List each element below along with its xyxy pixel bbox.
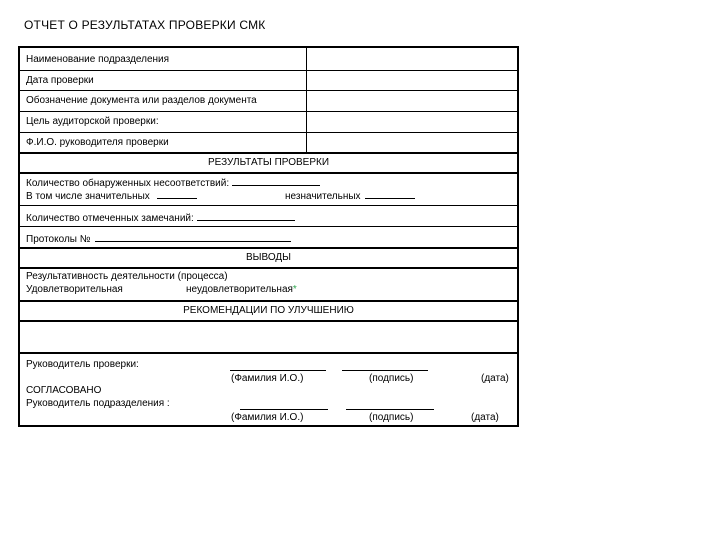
significant-blank[interactable] bbox=[157, 189, 197, 199]
document-title: ОТЧЕТ О РЕЗУЛЬТАТАХ ПРОВЕРКИ СМК bbox=[24, 18, 266, 32]
row-label-department: Наименование подразделения bbox=[26, 54, 170, 65]
row-divider bbox=[20, 70, 517, 71]
conclusions-heading: ВЫВОДЫ bbox=[245, 252, 292, 263]
section-divider bbox=[20, 247, 517, 249]
dept-head-name-caption: (Фамилия И.О.) bbox=[231, 412, 304, 423]
dept-head-label: Руководитель подразделения : bbox=[26, 398, 170, 409]
auditor-date-caption: (дата) bbox=[481, 373, 509, 384]
nonconformities-line bbox=[26, 176, 320, 190]
section-divider bbox=[20, 267, 517, 269]
row-divider bbox=[20, 90, 517, 91]
remarks-label: Количество отмеченных замечаний: bbox=[26, 213, 194, 224]
dept-head-signature-line[interactable] bbox=[346, 409, 434, 410]
auditor-signature-line[interactable] bbox=[342, 370, 428, 371]
protocols-label: Протоколы № bbox=[26, 234, 91, 245]
remarks-line bbox=[26, 211, 295, 225]
row-divider bbox=[20, 111, 517, 112]
nonconformities-blank[interactable] bbox=[232, 176, 320, 186]
row-label-check-date: Дата проверки bbox=[26, 75, 94, 86]
report-form bbox=[18, 46, 519, 427]
dept-head-name-line[interactable] bbox=[240, 409, 328, 410]
auditor-signature-caption: (подпись) bbox=[369, 373, 414, 384]
agreed-label: СОГЛАСОВАНО bbox=[26, 385, 102, 396]
section-divider bbox=[20, 352, 517, 354]
effectiveness-label: Результативность деятельности (процесса) bbox=[26, 271, 228, 282]
row-label-audit-goal: Цель аудиторской проверки: bbox=[26, 116, 159, 127]
remarks-blank[interactable] bbox=[197, 211, 295, 221]
footnote-star: * bbox=[292, 284, 297, 295]
auditor-name-line[interactable] bbox=[230, 370, 326, 371]
section-divider bbox=[20, 152, 517, 154]
dept-head-date-caption: (дата) bbox=[471, 412, 499, 423]
section-divider bbox=[20, 300, 517, 302]
unsatisfactory-label: неудовлетворительная bbox=[186, 284, 293, 295]
recommendations-heading: РЕКОМЕНДАЦИИ ПО УЛУЧШЕНИЮ bbox=[183, 305, 354, 316]
results-heading: РЕЗУЛЬТАТЫ ПРОВЕРКИ bbox=[207, 157, 330, 168]
auditor-name-caption: (Фамилия И.О.) bbox=[231, 373, 304, 384]
column-divider bbox=[306, 48, 307, 153]
row-label-document: Обозначение документа или разделов документа bbox=[26, 95, 257, 106]
satisfactory-option[interactable]: Удовлетворительная bbox=[26, 284, 123, 295]
insignificant-label: незначительных bbox=[285, 191, 361, 202]
recommendations-field[interactable] bbox=[20, 322, 517, 352]
auditor-label: Руководитель проверки: bbox=[26, 359, 139, 370]
insignificant-blank[interactable] bbox=[365, 189, 415, 199]
significant-label: В том числе значительных bbox=[26, 191, 150, 202]
significant-line bbox=[26, 189, 197, 203]
row-divider bbox=[20, 226, 517, 227]
insignificant-line bbox=[285, 189, 415, 203]
protocols-line bbox=[26, 232, 291, 246]
unsatisfactory-option[interactable] bbox=[186, 284, 297, 296]
row-divider bbox=[20, 205, 517, 206]
row-label-auditor-name: Ф.И.О. руководителя проверки bbox=[26, 137, 169, 148]
section-divider bbox=[20, 172, 517, 174]
nonconformities-label: Количество обнаруженных несоответствий: bbox=[26, 178, 230, 189]
protocols-blank[interactable] bbox=[95, 232, 291, 242]
row-divider bbox=[20, 132, 517, 133]
dept-head-signature-caption: (подпись) bbox=[369, 412, 414, 423]
